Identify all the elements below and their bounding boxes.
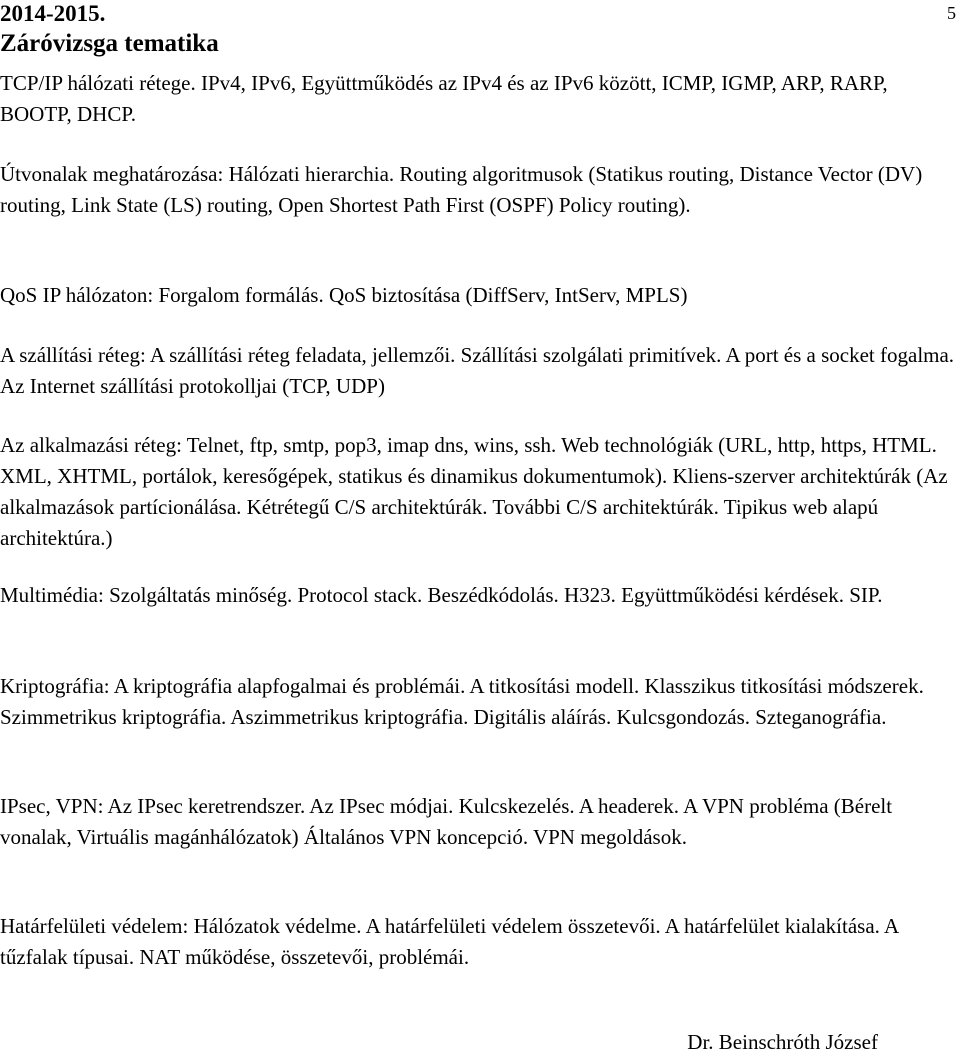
paragraph-ipsec-vpn: IPsec, VPN: Az IPsec keretrendszer. Az IPsec módjai. Kulcskezelés. A headerek. A VPN probléma (Bérelt vonalak, Virtuális magánhálózatok) Általános VPN koncepció. VPN megoldások.	[0, 794, 893, 849]
paragraph-tcpip: TCP/IP hálózati rétege. IPv4, IPv6, Együttműködés az IPv4 és az IPv6 között, ICMP, IGMP, ARP, RARP, BOOTP, DHCP.	[0, 71, 888, 126]
paragraph-cryptography: Kriptográfia: A kriptográfia alapfogalmai és problémái. A titkosítási modell. Klasszikus titkosítási módszerek. Szimmetrikus kriptográfia. Aszimmetrikus kriptográfia. Digitális aláírás. Kulcsgondozás. Szteganográfia.	[0, 674, 924, 729]
paragraph-transport-layer: A szállítási réteg: A szállítási réteg feladata, jellemzői. Szállítási szolgálati primitívek. A port és a socket fogalma. Az Internet szállítási protokolljai (TCP, UDP)	[0, 343, 955, 398]
page-number: 5	[947, 3, 956, 23]
paragraph-application-layer: Az alkalmazási réteg: Telnet, ftp, smtp, pop3, imap dns, wins, ssh. Web technológiák (URL, http, https, HTML. XML, XHTML, portálok, keresőgépek, statikus és dinamikus dokumentumok). Kliens-szerver architektúrák (Az alkalmazások partícionálása. Kétrétegű C/S architektúrák. További C/S architektúrák. Tipikus web alapú architektúra.)	[0, 433, 948, 550]
signature-name: Dr. Beinschróth József	[687, 1030, 878, 1054]
page-title: Záróvizsga tematika	[0, 30, 219, 57]
header-year: 2014-2015.	[0, 1, 106, 26]
paragraph-perimeter-defense: Határfelületi védelem: Hálózatok védelme. A határfelületi védelem összetevői. A határfelület kialakítása. A tűzfalak típusai. NAT működése, összetevői, problémái.	[0, 914, 898, 969]
paragraph-multimedia: Multimédia: Szolgáltatás minőség. Protocol stack. Beszédkódolás. H323. Együttműködési kérdések. SIP.	[0, 583, 883, 607]
paragraph-qos: QoS IP hálózaton: Forgalom formálás. QoS biztosítása (DiffServ, IntServ, MPLS)	[0, 283, 688, 307]
paragraph-routing: Útvonalak meghatározása: Hálózati hierarchia. Routing algoritmusok (Statikus routing, Distance Vector (DV) routing, Link State (LS) routing, Open Shortest Path First (OSPF) Policy routing).	[0, 162, 923, 217]
